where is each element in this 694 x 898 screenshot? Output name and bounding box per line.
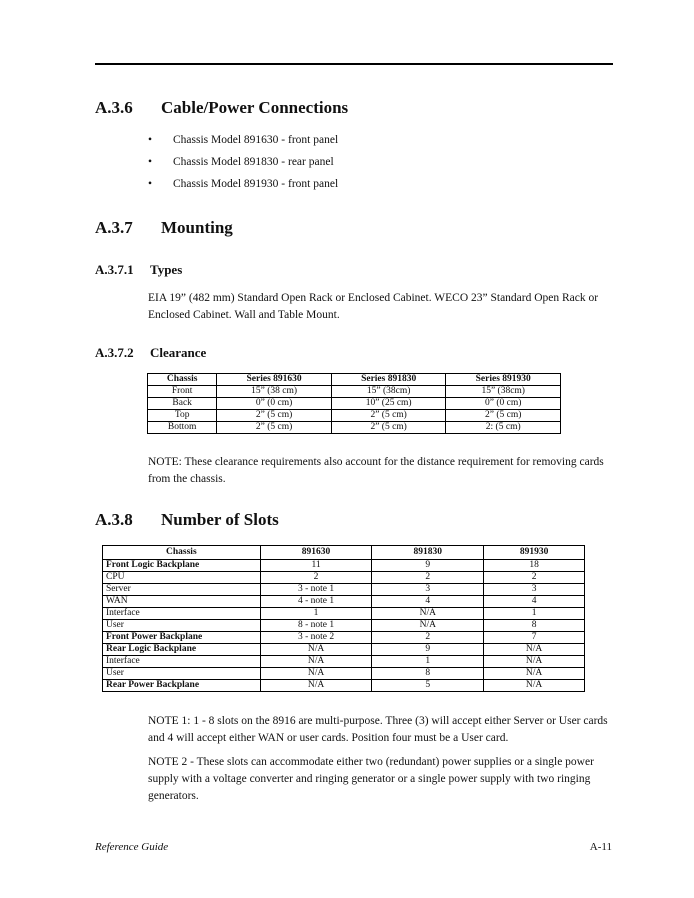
table-cell: 3 - note 1 <box>260 584 372 596</box>
table-cell: 3 - note 2 <box>260 632 372 644</box>
table-cell: 7 <box>484 632 585 644</box>
section-number: A.3.8 <box>95 510 133 529</box>
table-cell: 0” (0 cm) <box>217 398 332 410</box>
table-row <box>103 560 585 572</box>
section-number: A.3.6 <box>95 98 133 117</box>
subsection-heading-types <box>95 262 182 278</box>
table-cell: Bottom <box>148 422 217 434</box>
table-cell: Front Logic Backplane <box>103 560 261 572</box>
table-cell: 2: (5 cm) <box>446 422 561 434</box>
cable-bullet-list <box>148 132 338 198</box>
table-cell: Interface <box>103 608 261 620</box>
table-row <box>103 644 585 656</box>
table-row <box>103 668 585 680</box>
table-cell: 4 <box>372 596 484 608</box>
table-row <box>103 584 585 596</box>
bullet-icon: • <box>148 156 153 168</box>
table-row <box>148 386 561 398</box>
list-item-text: Chassis Model 891830 - rear panel <box>173 156 334 168</box>
table-row <box>148 422 561 434</box>
table-cell: Back <box>148 398 217 410</box>
table-cell: 8 <box>372 668 484 680</box>
table-cell: N/A <box>372 620 484 632</box>
table-row <box>103 608 585 620</box>
types-paragraph: EIA 19” (482 mm) Standard Open Rack or Enclosed Cabinet. WECO 23” Standard Open Rack or Enclosed Cabinet. Wall and Table Mount. <box>148 292 599 321</box>
table-cell: N/A <box>484 668 585 680</box>
slots-note-2: NOTE 2 - These slots can accommodate either two (redundant) power supplies or a single power supply with a voltage converter and ringing generator or a single power supply with two ringing generators. <box>148 756 594 802</box>
bullet-icon: • <box>148 178 153 190</box>
table-cell: 10” (25 cm) <box>331 398 446 410</box>
table-cell: Interface <box>103 656 261 668</box>
table-cell: 15” (38cm) <box>331 386 446 398</box>
table-header-row <box>103 546 585 560</box>
table-cell: WAN <box>103 596 261 608</box>
table-row <box>148 398 561 410</box>
table-cell: 9 <box>372 644 484 656</box>
table-row <box>103 632 585 644</box>
column-header: Series 891830 <box>331 374 446 386</box>
table-cell: Rear Power Backplane <box>103 680 261 692</box>
slots-table <box>102 545 585 692</box>
column-header: 891630 <box>260 546 372 560</box>
table-cell: 2” (5 cm) <box>331 422 446 434</box>
table-row <box>103 572 585 584</box>
table-cell: Rear Logic Backplane <box>103 644 261 656</box>
section-heading-number-of-slots <box>95 510 279 530</box>
subsection-heading-clearance <box>95 345 206 361</box>
table-cell: Front <box>148 386 217 398</box>
table-cell: 4 - note 1 <box>260 596 372 608</box>
section-heading-mounting <box>95 218 233 238</box>
footer-document-title: Reference Guide <box>95 841 169 853</box>
section-heading-cable-power <box>95 98 348 118</box>
table-cell: 1 <box>372 656 484 668</box>
table-cell: 1 <box>260 608 372 620</box>
slots-note-1: NOTE 1: 1 - 8 slots on the 8916 are multi-purpose. Three (3) will accept either Server or User cards and 4 will accept either WAN or user cards. Position four must be a User card. <box>148 715 608 744</box>
table-cell: 0” (0 cm) <box>446 398 561 410</box>
clearance-table <box>147 373 561 434</box>
section-title: Mounting <box>161 218 233 237</box>
table-cell: CPU <box>103 572 261 584</box>
table-cell: 3 <box>372 584 484 596</box>
list-item <box>148 154 338 176</box>
column-header: Series 891630 <box>217 374 332 386</box>
table-cell: 2” (5 cm) <box>331 410 446 422</box>
column-header: 891830 <box>372 546 484 560</box>
table-row <box>103 680 585 692</box>
column-header: Chassis <box>103 546 261 560</box>
section-number: A.3.7 <box>95 218 133 237</box>
list-item <box>148 176 338 198</box>
table-header-row <box>148 374 561 386</box>
list-item <box>148 132 338 154</box>
table-cell: 9 <box>372 560 484 572</box>
header-rule <box>95 63 613 65</box>
table-cell: 2” (5 cm) <box>446 410 561 422</box>
table-cell: 5 <box>372 680 484 692</box>
table-cell: 2” (5 cm) <box>217 410 332 422</box>
subsection-title: Clearance <box>150 345 207 360</box>
footer-page-number: A-11 <box>589 841 612 853</box>
table-cell: N/A <box>372 608 484 620</box>
table-cell: 1 <box>484 608 585 620</box>
table-cell: Front Power Backplane <box>103 632 261 644</box>
table-cell: 8 - note 1 <box>260 620 372 632</box>
clearance-note: NOTE: These clearance requirements also account for the distance requirement for removing cards from the chassis. <box>148 456 604 485</box>
table-cell: 2 <box>484 572 585 584</box>
table-cell: 3 <box>484 584 585 596</box>
table-row <box>103 656 585 668</box>
table-cell: 2 <box>372 632 484 644</box>
table-cell: 4 <box>484 596 585 608</box>
section-title: Number of Slots <box>161 510 279 529</box>
list-item-text: Chassis Model 891630 - front panel <box>173 134 339 146</box>
table-cell: 2” (5 cm) <box>217 422 332 434</box>
table-cell: 15” (38 cm) <box>217 386 332 398</box>
table-cell: N/A <box>484 680 585 692</box>
column-header: 891930 <box>484 546 585 560</box>
table-cell: 2 <box>260 572 372 584</box>
bullet-icon: • <box>148 134 153 146</box>
subsection-title: Types <box>150 262 183 277</box>
table-cell: 18 <box>484 560 585 572</box>
table-cell: N/A <box>260 668 372 680</box>
table-cell: Top <box>148 410 217 422</box>
subsection-number: A.3.7.2 <box>95 345 134 360</box>
table-cell: Server <box>103 584 261 596</box>
table-cell: N/A <box>484 656 585 668</box>
table-cell: N/A <box>260 644 372 656</box>
column-header: Series 891930 <box>446 374 561 386</box>
table-cell: 11 <box>260 560 372 572</box>
section-title: Cable/Power Connections <box>161 98 349 117</box>
list-item-text: Chassis Model 891930 - front panel <box>173 178 339 190</box>
table-cell: User <box>103 668 261 680</box>
table-cell: N/A <box>260 680 372 692</box>
table-cell: 15” (38cm) <box>446 386 561 398</box>
table-cell: 8 <box>484 620 585 632</box>
table-row <box>103 620 585 632</box>
table-row <box>103 596 585 608</box>
table-cell: User <box>103 620 261 632</box>
table-row <box>148 410 561 422</box>
table-cell: N/A <box>484 644 585 656</box>
subsection-number: A.3.7.1 <box>95 262 134 277</box>
table-cell: 2 <box>372 572 484 584</box>
column-header: Chassis <box>148 374 217 386</box>
table-cell: N/A <box>260 656 372 668</box>
